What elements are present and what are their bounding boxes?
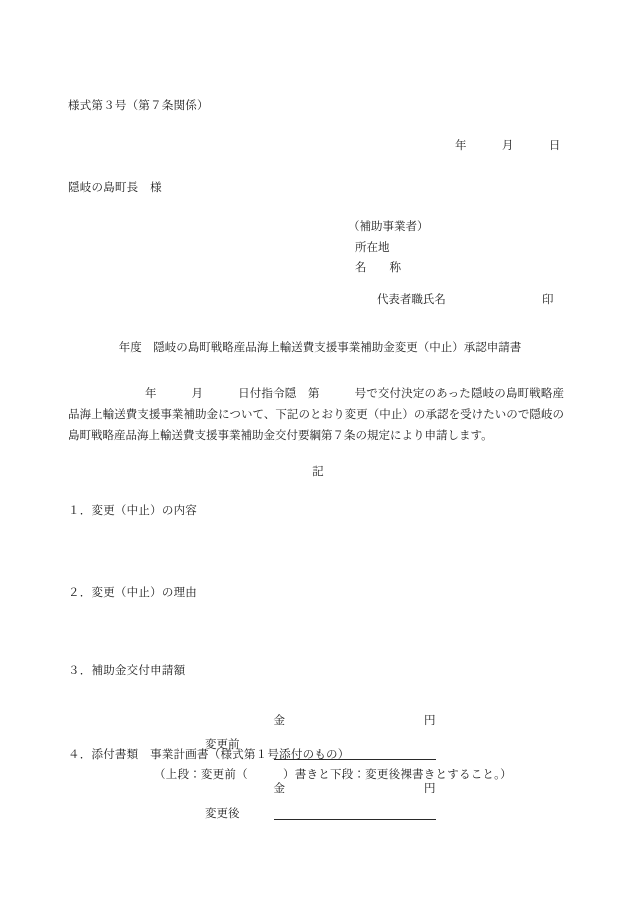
amount-before-unit: 円	[424, 713, 436, 727]
item-4-note: （上段：変更前（ ）書きと下段：変更後裸書きとすること。）	[154, 767, 512, 781]
form-number: 様式第３号（第７条関係）	[68, 98, 209, 112]
body-line-1: 年 月 日付指令隠 第 号で交付決定のあった隠岐の島町戦略産品海上輸	[68, 386, 564, 421]
applicant-representative-label: 代表者職氏名	[376, 292, 446, 306]
amount-after-currency-prefix: 金	[273, 780, 285, 795]
applicant-name-label: 名 称	[355, 260, 401, 274]
item-4-attachments: ４．添付書類 事業計画書（様式第１号添付のもの）	[68, 747, 350, 761]
item-1-change-content: １．変更（中止）の内容	[68, 503, 198, 517]
amount-before-label: 変更前	[205, 736, 240, 751]
date-line: 年 月 日	[455, 138, 561, 152]
seal-mark-icon: 印	[541, 292, 554, 306]
amount-before-currency-prefix: 金	[273, 713, 285, 727]
applicant-block	[348, 221, 553, 317]
item-3-subsidy-amount: ３．補助金交付申請額	[68, 663, 186, 677]
body-line-2: 送費支援事業補助金について、下記のとおり変更（中止）の承認を受けたいので隠岐の島	[68, 407, 564, 442]
amount-after-unit: 円	[424, 780, 436, 795]
applicant-heading: （補助事業者）	[348, 219, 429, 233]
amount-after-label: 変更後	[205, 806, 240, 820]
body-paragraph	[68, 383, 564, 446]
item-2-change-reason: ２．変更（中止）の理由	[68, 585, 198, 599]
addressee-line: 隠岐の島町長 様	[68, 180, 162, 194]
applicant-address-label: 所在地	[355, 239, 390, 254]
document-title: 年度 隠岐の島町戦略産品海上輸送費支援事業補助金変更（中止）承認申請書	[118, 340, 522, 354]
applicant-representative-row	[348, 283, 553, 318]
body-line-3: 町戦略産品海上輸送費支援事業補助金交付要綱第７条の規定により申請します。	[79, 428, 493, 442]
ki-marker: 記	[312, 464, 324, 478]
